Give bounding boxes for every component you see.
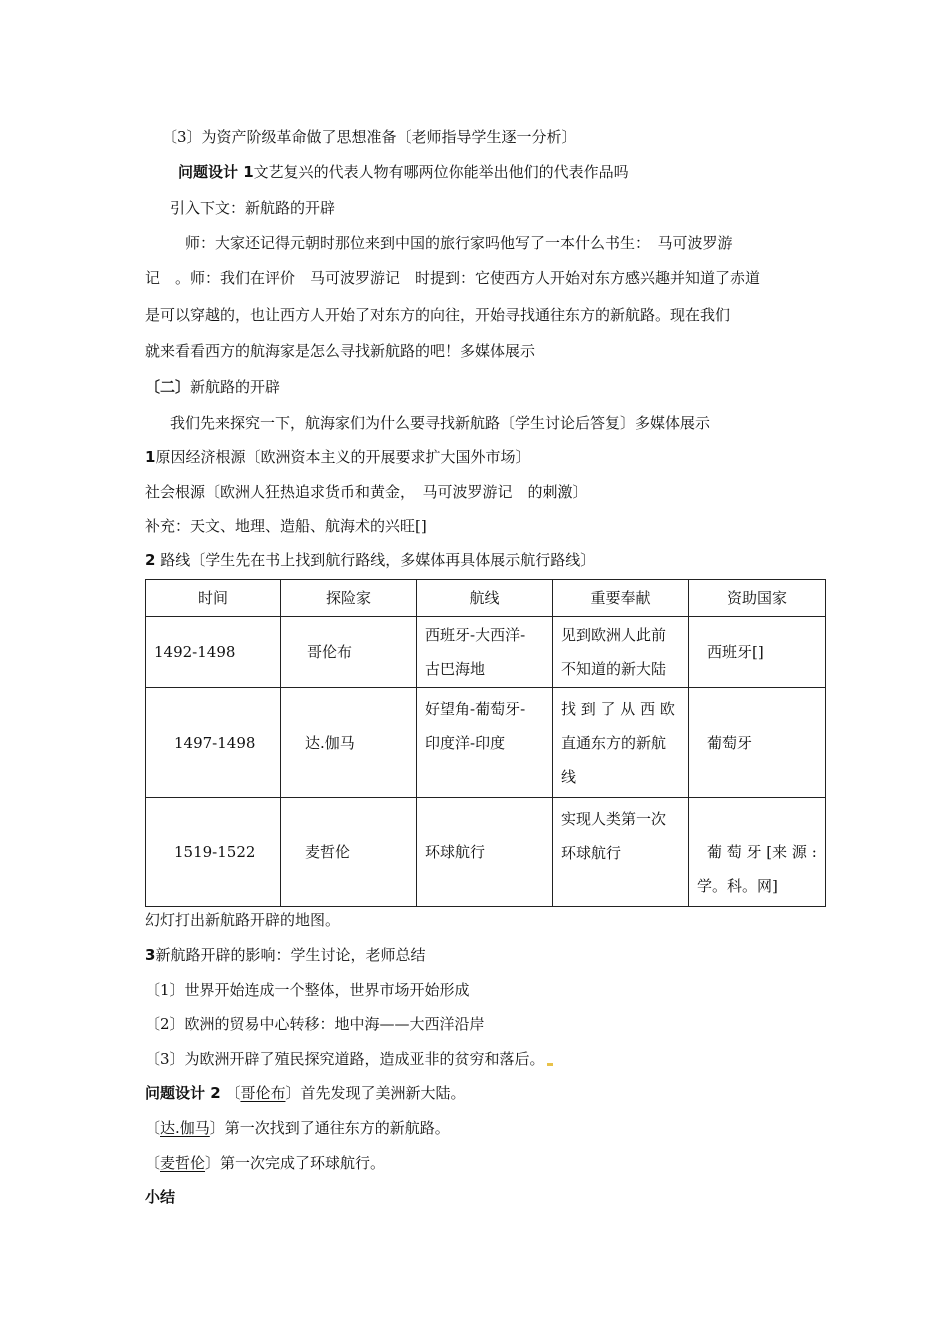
contribution-line: 环球航行 — [561, 844, 622, 862]
bold-number: 1 — [145, 448, 156, 466]
time-cell: 1497-1498 — [146, 688, 281, 798]
sponsor-line: 学。科。网] — [697, 877, 778, 895]
table-header-row — [146, 580, 826, 617]
table-header-cell: 时间 — [146, 580, 281, 617]
summary-heading: 小结 — [145, 1188, 176, 1206]
table-header-cell: 资助国家 — [689, 580, 826, 617]
question-design-1 — [178, 162, 629, 182]
table-row — [146, 688, 826, 798]
answer-blank: 麦哲伦 — [160, 1154, 206, 1172]
time-cell: 1492-1498 — [146, 617, 281, 688]
contribution-cell — [553, 798, 689, 907]
sponsor-cell: 葡萄牙 — [689, 688, 826, 798]
bold-label: 〔二〕 — [145, 378, 191, 396]
impact-item — [145, 1049, 553, 1069]
time-cell: 1519-1522 — [146, 798, 281, 907]
explorer-cell: 达.伽马 — [281, 688, 417, 798]
text-line: 补充：天文、地理、造船、航海术的兴旺[] — [145, 517, 427, 535]
route-line: 西班牙-大西洋- — [425, 626, 526, 644]
bold-number: 3 — [145, 946, 156, 964]
reason-line — [145, 447, 530, 467]
sponsor-cell: 西班牙[] — [689, 617, 826, 688]
table-row — [146, 798, 826, 907]
contribution-cell — [553, 617, 689, 688]
contribution-line: 直通东方的新航 — [561, 734, 667, 752]
paragraph-line: 师：大家还记得元朝时那位来到中国的旅行家吗他写了一本什么书生： 马可波罗游 — [185, 234, 733, 252]
bold-label: 问题设计 2 — [145, 1084, 221, 1102]
bold-number: 2 — [145, 551, 156, 569]
answer-blank: 达.伽马 — [160, 1119, 210, 1137]
route-line: 好望角-葡萄牙- — [425, 700, 526, 718]
text-line: 社会根源〔欧洲人狂热追求货币和黄金， 马可波罗游记 的刺激〕 — [145, 483, 588, 501]
bold-label: 问题设计 1 — [178, 163, 254, 181]
paragraph-line: 就来看看西方的航海家是怎么寻找新航路的吧！多媒体展示 — [145, 342, 536, 360]
contribution-line: 实现人类第一次 — [561, 810, 667, 828]
text: 〔 — [145, 1119, 161, 1137]
text: 路线〔学生先在书上找到航行路线，多媒体再具体展示航行路线〕 — [155, 551, 596, 569]
question-design-2 — [145, 1083, 465, 1103]
text: 文艺复兴的代表人物有哪两位你能举出他们的代表作品吗 — [253, 163, 629, 181]
table-header-cell: 探险家 — [281, 580, 417, 617]
table-row — [146, 617, 826, 688]
paragraph-line: 记 。师：我们在评价 马可波罗游记 时提到：它使西方人开始对东方感兴趣并知道了赤道 — [145, 269, 761, 287]
text: 原因经济根源〔欧洲资本主义的开展要求扩大国外市场〕 — [155, 448, 531, 466]
explorer-cell: 麦哲伦 — [281, 798, 417, 907]
explorer-cell: 哥伦布 — [281, 617, 417, 688]
route-line: 印度洋-印度 — [425, 734, 506, 752]
text: 〔3〕为欧洲开辟了殖民探究道路，造成亚非的贫穷和落后。 — [145, 1050, 545, 1068]
text: 新航路的开辟 — [190, 378, 281, 396]
answer-line — [145, 1118, 450, 1138]
answer-blank: 哥伦布 — [240, 1084, 286, 1102]
route-line — [145, 550, 595, 570]
impact-heading — [145, 945, 425, 965]
answer-line — [145, 1153, 385, 1173]
contribution-line: 线 — [561, 768, 577, 786]
text: 〕第一次完成了环球航行。 — [205, 1154, 386, 1172]
table-header-cell: 重要奉献 — [553, 580, 689, 617]
contribution-cell — [553, 688, 689, 798]
paragraph-line: 是可以穿越的，也让西方人开始了对东方的向往，开始寻找通往东方的新航路。现在我们 — [145, 306, 731, 324]
text: 〔 — [145, 1154, 161, 1172]
sponsor-cell — [689, 798, 826, 907]
section-heading — [145, 377, 280, 397]
route-cell — [417, 617, 553, 688]
text-line: 我们先来探究一下，航海家们为什么要寻找新航路〔学生讨论后答复〕多媒体展示 — [170, 414, 711, 432]
text: 〔 — [220, 1084, 241, 1102]
text: 〕第一次找到了通往东方的新航路。 — [209, 1119, 450, 1137]
text-line: 引入下文：新航路的开辟 — [170, 199, 336, 217]
text-line: 幻灯打出新航路开辟的地图。 — [145, 911, 341, 929]
text: 新航路开辟的影响：学生讨论，老师总结 — [155, 946, 426, 964]
route-cell — [417, 688, 553, 798]
highlight-mark — [547, 1063, 553, 1066]
table-header-cell: 航线 — [417, 580, 553, 617]
text: 〕首先发现了美洲新大陆。 — [285, 1084, 466, 1102]
contribution-line: 找 到 了 从 西 欧 — [561, 700, 675, 718]
impact-item: 〔2〕欧洲的贸易中心转移：地中海——大西洋沿岸 — [145, 1015, 485, 1033]
voyage-table — [145, 579, 826, 907]
contribution-line: 见到欧洲人此前 — [561, 626, 667, 644]
route-cell: 环球航行 — [417, 798, 553, 907]
text-line: 〔3〕为资产阶级革命做了思想准备〔老师指导学生逐一分析〕 — [162, 128, 577, 146]
impact-item: 〔1〕世界开始连成一个整体，世界市场开始形成 — [145, 981, 470, 999]
sponsor-line: 葡 萄 牙 [来 源 : — [707, 843, 817, 861]
contribution-line: 不知道的新大陆 — [561, 660, 667, 678]
route-line: 古巴海地 — [425, 660, 486, 678]
